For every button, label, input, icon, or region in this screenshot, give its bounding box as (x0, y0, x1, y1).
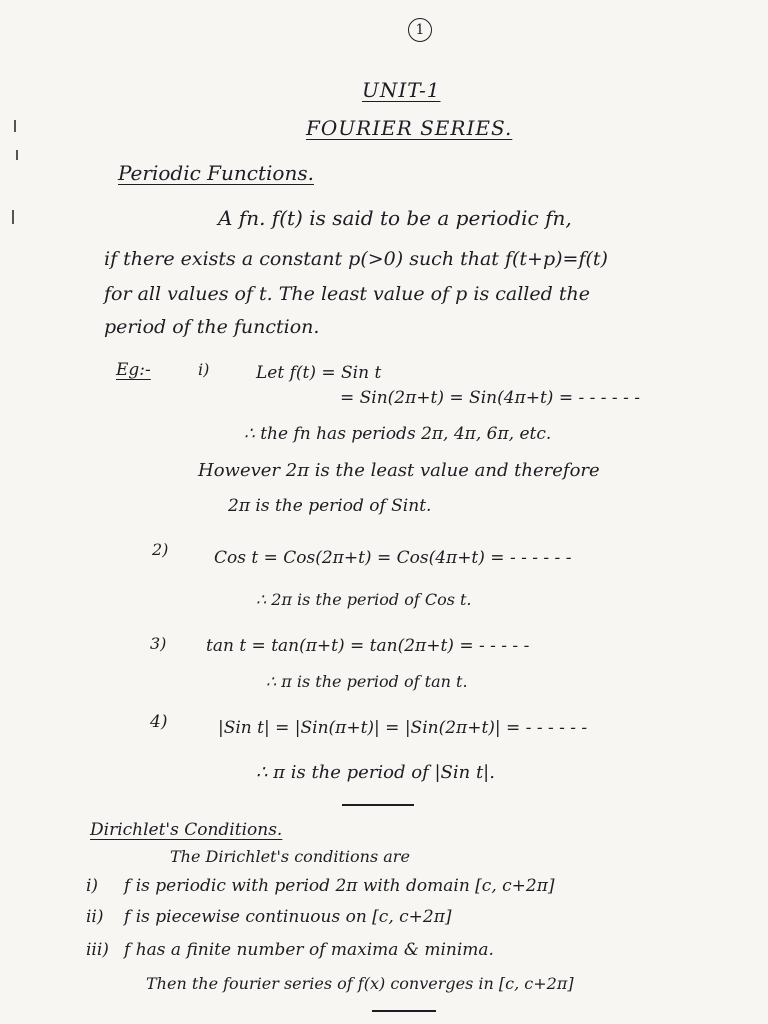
unit-title: UNIT-1 (362, 78, 441, 102)
example-number: 4) (150, 712, 168, 732)
definition-line: for all values of t. The least value of p is called the (104, 283, 590, 305)
example-line: 2π is the period of Sint. (228, 496, 432, 516)
example-line: ∴ the fn has periods 2π, 4π, 6π, etc. (244, 424, 552, 444)
condition-text: f is piecewise continuous on [c, c+2π] (124, 907, 452, 927)
example-line: Let f(t) = Sin t (256, 363, 382, 383)
example-line: = Sin(2π+t) = Sin(4π+t) = - - - - - - (340, 388, 640, 408)
section-heading-dirichlet-conditions: Dirichlet's Conditions. (90, 820, 283, 840)
example-line: ∴ π is the period of tan t. (266, 672, 468, 691)
example-number: 2) (152, 540, 169, 559)
definition-line: A fn. f(t) is said to be a periodic fn, (218, 206, 572, 230)
page-number: 1 (408, 18, 432, 42)
example-number: 3) (150, 634, 167, 653)
example-line: ∴ 2π is the period of Cos t. (256, 590, 472, 609)
bottom-divider (372, 1010, 436, 1012)
margin-mark (16, 150, 18, 160)
margin-mark (14, 120, 16, 132)
definition-line: if there exists a constant p(>0) such that f(t+p)=f(t) (104, 248, 608, 270)
condition-number: i) (86, 876, 99, 896)
example-line: |Sin t| = |Sin(π+t)| = |Sin(2π+t)| = - - - - - - (218, 718, 588, 738)
example-line: However 2π is the least value and therefore (198, 460, 600, 481)
margin-mark (12, 210, 14, 224)
condition-text: f is periodic with period 2π with domain [c, c+2π] (124, 876, 555, 896)
example-line: Cos t = Cos(2π+t) = Cos(4π+t) = - - - - - - (214, 548, 572, 568)
definition-line: period of the function. (104, 316, 320, 338)
conclusion-line: Then the fourier series of f(x) converges in [c, c+2π] (146, 974, 574, 993)
topic-title: FOURIER SERIES. (306, 116, 513, 140)
section-heading-periodic-functions: Periodic Functions. (118, 161, 314, 185)
example-line: tan t = tan(π+t) = tan(2π+t) = - - - - - (206, 636, 530, 656)
condition-number: ii) (86, 907, 104, 927)
example-label: Eg:- (116, 360, 151, 380)
conditions-intro: The Dirichlet's conditions are (170, 847, 410, 866)
example-number: i) (198, 360, 210, 379)
example-line: ∴ π is the period of |Sin t|. (256, 762, 495, 783)
condition-text: f has a finite number of maxima & minima. (124, 940, 494, 960)
section-divider (342, 804, 414, 806)
condition-number: iii) (86, 940, 109, 960)
